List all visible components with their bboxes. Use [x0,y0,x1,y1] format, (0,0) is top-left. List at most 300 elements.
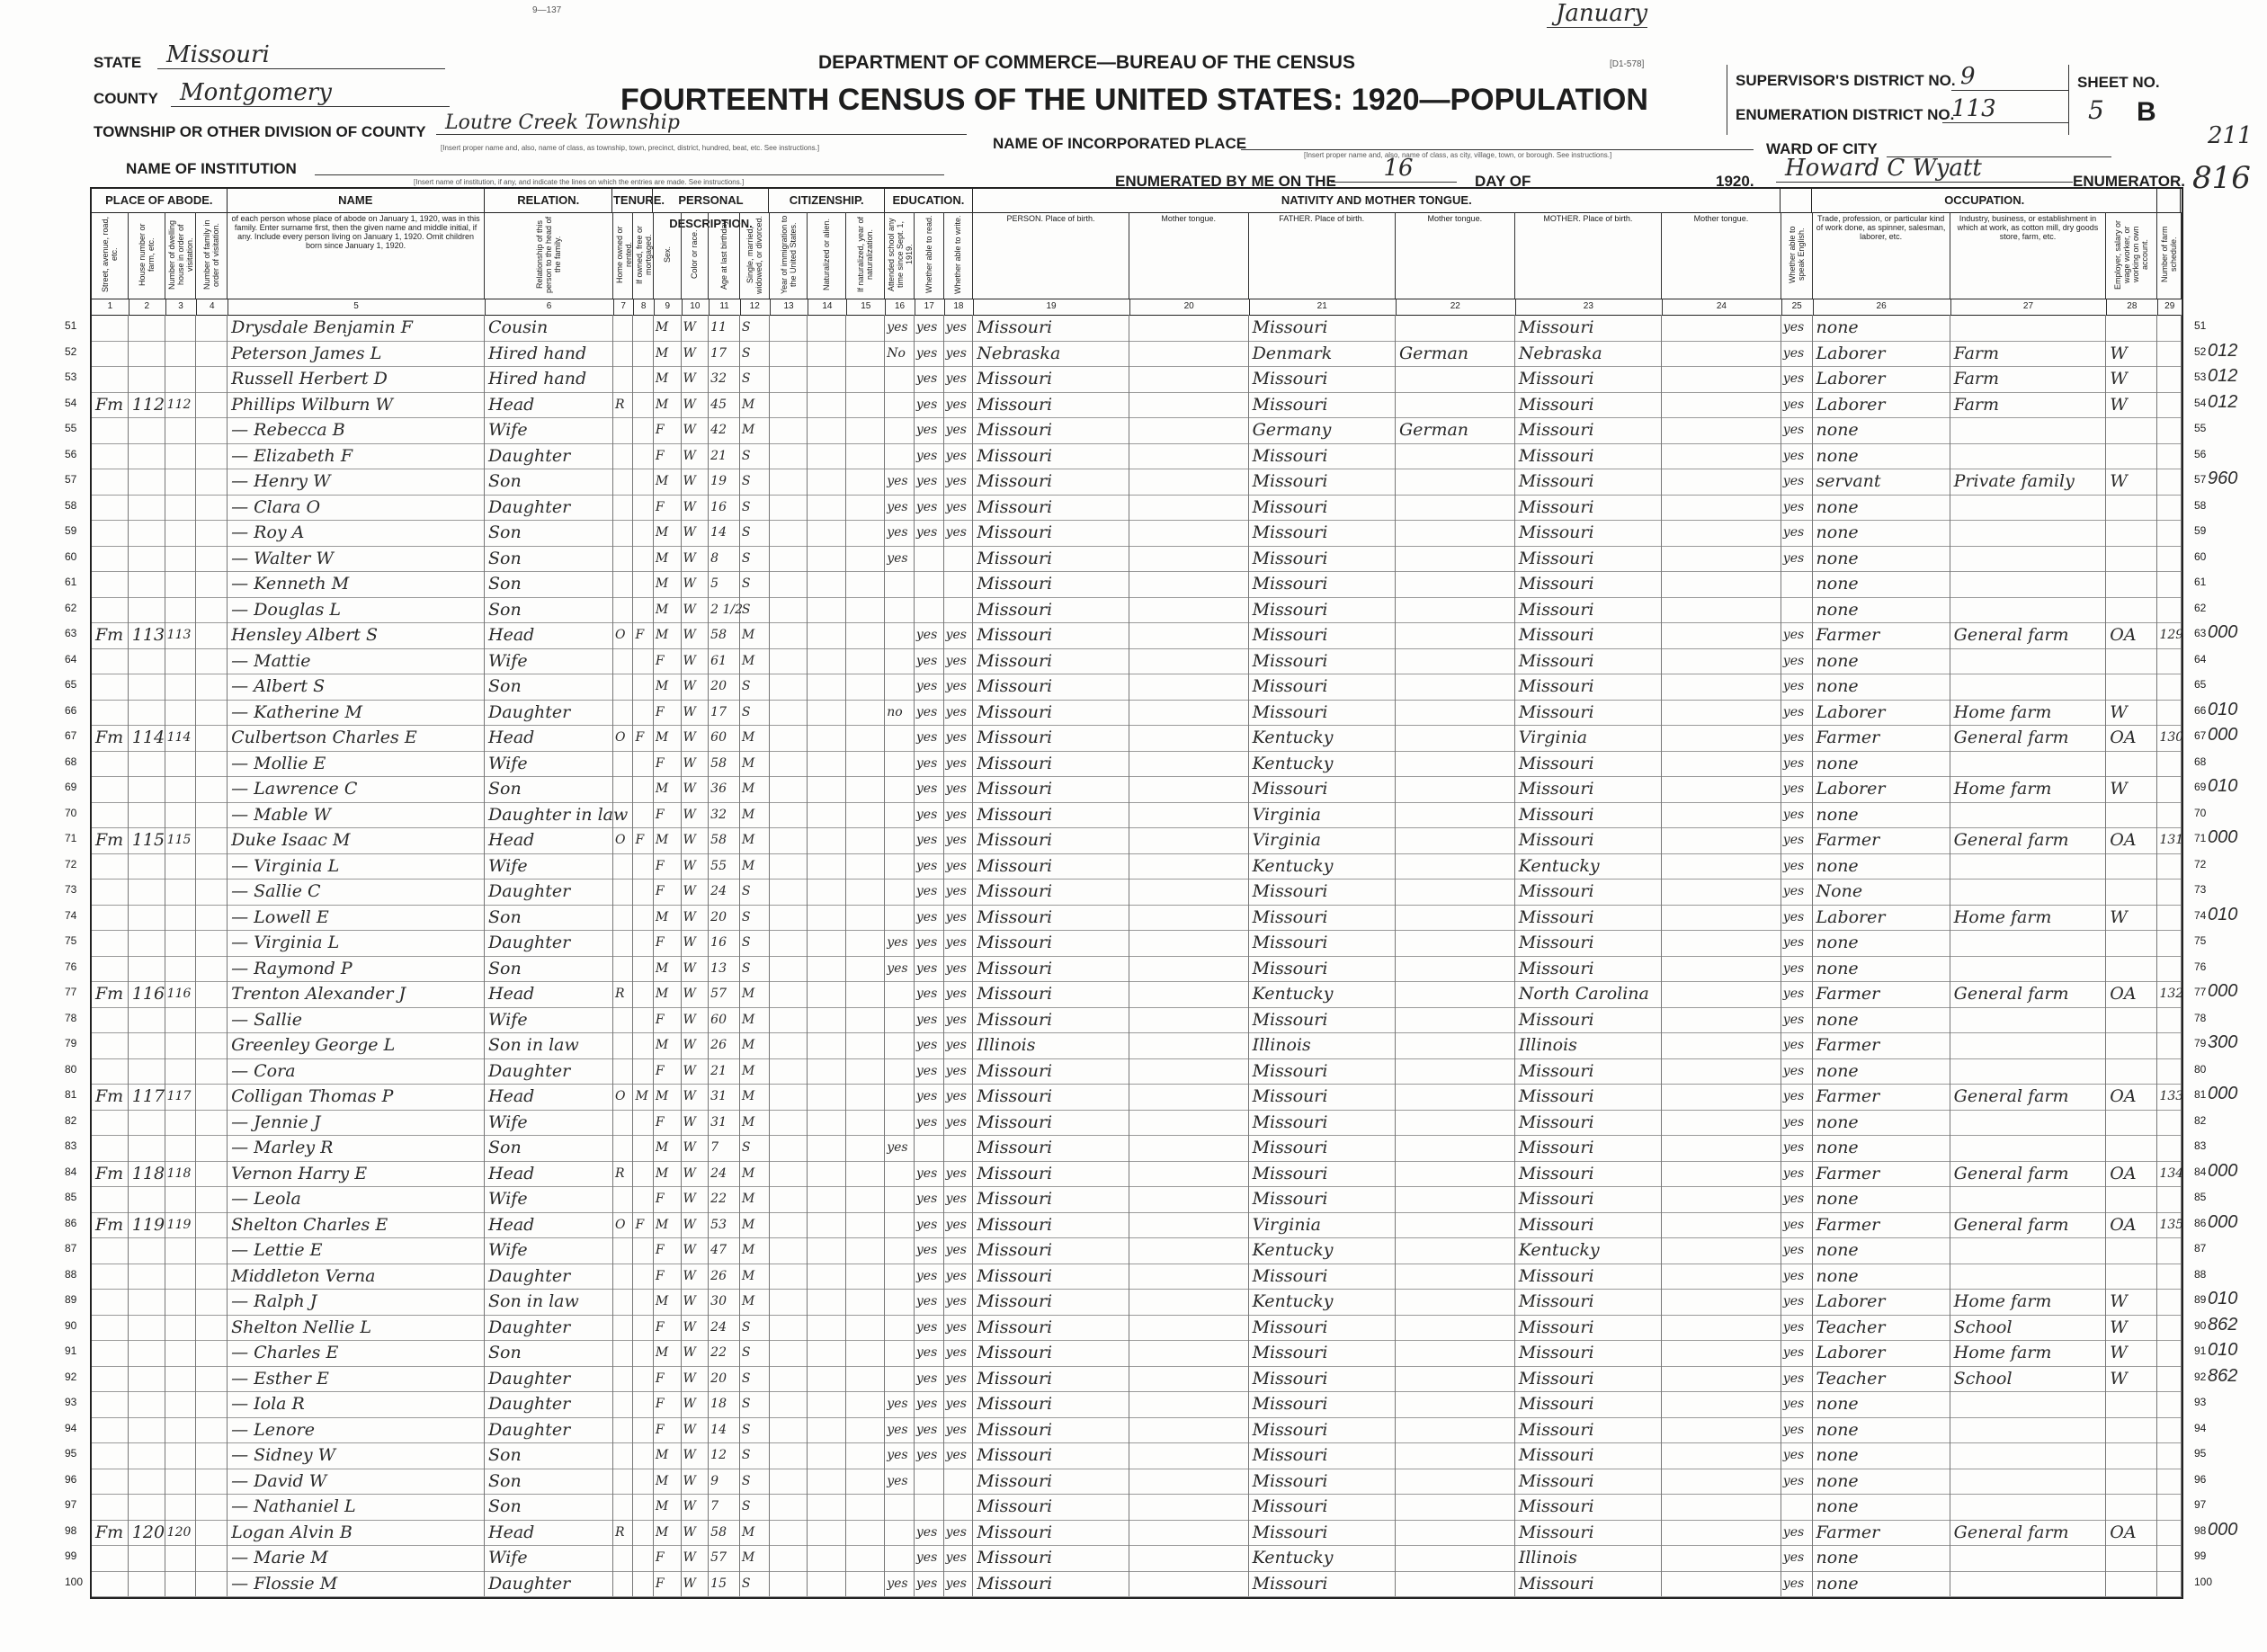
cell-rd[interactable]: yes [915,495,944,521]
cell-fmt[interactable] [1396,495,1515,521]
cell-farm[interactable] [2157,648,2182,674]
cell-mmt[interactable] [1662,469,1781,495]
cell-eng[interactable] [1781,571,1813,597]
cell-mmt[interactable] [1662,751,1781,777]
cell-rel[interactable]: Head [485,725,613,751]
cell-ms[interactable]: M [740,1058,770,1085]
cell-name[interactable]: — Marley R [228,1135,485,1161]
cell-c15[interactable] [846,1442,885,1469]
cell-c7[interactable] [613,597,633,623]
cell-rd[interactable]: yes [915,443,944,469]
cell-race[interactable]: W [682,879,710,905]
cell-c4[interactable] [196,1571,228,1597]
cell-farm[interactable] [2157,1340,2182,1366]
cell-ind[interactable] [1950,1135,2107,1161]
cell-c4[interactable] [196,1084,228,1110]
cell-c1[interactable]: Fm [92,1161,129,1187]
cell-c3[interactable]: 120 [165,1520,197,1546]
cell-farm[interactable] [2157,776,2182,802]
cell-race[interactable]: W [682,1161,710,1187]
cell-c4[interactable] [196,1186,228,1212]
cell-sex[interactable]: F [654,802,682,828]
cell-c8[interactable]: F [633,1212,653,1238]
cell-age[interactable]: 24 [709,879,740,905]
cell-sex[interactable]: M [654,1340,682,1366]
cell-rel[interactable]: Son [485,776,613,802]
cell-fpob[interactable]: Kentucky [1249,751,1396,777]
cell-sex[interactable]: M [654,1442,682,1469]
cell-age[interactable]: 15 [709,1571,740,1597]
cell-sch[interactable] [885,905,915,931]
cell-eng[interactable]: yes [1781,1212,1813,1238]
cell-c2[interactable] [129,1110,165,1136]
cell-emp[interactable] [2106,648,2157,674]
cell-mt[interactable] [1129,1315,1249,1341]
cell-fpob[interactable]: Missouri [1249,571,1396,597]
cell-ind[interactable] [1950,956,2107,982]
cell-wr[interactable]: yes [944,366,974,392]
cell-pob[interactable]: Missouri [973,315,1129,341]
cell-mmt[interactable] [1662,1391,1781,1417]
cell-ind[interactable] [1950,802,2107,828]
cell-occ[interactable]: none [1813,1237,1950,1264]
cell-pob[interactable]: Missouri [973,546,1129,572]
cell-c15[interactable] [846,495,885,521]
cell-farm[interactable] [2157,1417,2182,1443]
cell-ind[interactable]: General farm [1950,1520,2107,1546]
cell-occ[interactable]: none [1813,443,1950,469]
cell-c7[interactable] [613,546,633,572]
cell-race[interactable]: W [682,1135,710,1161]
cell-fpob[interactable]: Missouri [1249,392,1396,418]
cell-rel[interactable]: Daughter [485,700,613,726]
cell-name[interactable]: — Mollie E [228,751,485,777]
cell-occ[interactable]: Farmer [1813,1032,1950,1058]
cell-mpob[interactable]: Missouri [1515,495,1662,521]
cell-rel[interactable]: Son [485,956,613,982]
cell-mt[interactable] [1129,1161,1249,1187]
cell-emp[interactable]: W [2106,1340,2157,1366]
cell-name[interactable]: Peterson James L [228,341,485,367]
cell-c7[interactable]: O [613,725,633,751]
cell-occ[interactable]: none [1813,1545,1950,1571]
cell-ms[interactable]: S [740,956,770,982]
cell-fmt[interactable] [1396,879,1515,905]
cell-mt[interactable] [1129,1289,1249,1315]
cell-name[interactable]: — Roy A [228,520,485,546]
cell-mmt[interactable] [1662,1032,1781,1058]
cell-farm[interactable] [2157,956,2182,982]
cell-mpob[interactable]: Missouri [1515,1007,1662,1033]
cell-mmt[interactable] [1662,1545,1781,1571]
cell-name[interactable]: — Lenore [228,1417,485,1443]
cell-c4[interactable] [196,546,228,572]
cell-race[interactable]: W [682,1007,710,1033]
cell-c8[interactable] [633,597,653,623]
cell-c15[interactable] [846,1289,885,1315]
cell-c4[interactable] [196,1417,228,1443]
cell-c7[interactable] [613,1058,633,1085]
cell-mmt[interactable] [1662,1417,1781,1443]
cell-rel[interactable]: Son in law [485,1289,613,1315]
cell-c3[interactable] [165,1289,197,1315]
cell-age[interactable]: 57 [709,981,740,1007]
cell-wr[interactable]: yes [944,1186,974,1212]
cell-c7[interactable]: O [613,827,633,853]
cell-sch[interactable]: yes [885,1391,915,1417]
cell-pob[interactable]: Missouri [973,1340,1129,1366]
cell-fmt[interactable] [1396,930,1515,956]
cell-emp[interactable]: W [2106,1366,2157,1392]
cell-rd[interactable]: yes [915,1289,944,1315]
cell-c14[interactable] [808,725,846,751]
cell-c8[interactable] [633,1571,653,1597]
cell-c15[interactable] [846,1058,885,1085]
cell-c7[interactable] [613,1289,633,1315]
cell-pob[interactable]: Missouri [973,1264,1129,1290]
cell-c14[interactable] [808,956,846,982]
cell-c14[interactable] [808,571,846,597]
cell-wr[interactable]: yes [944,700,974,726]
cell-occ[interactable]: none [1813,1417,1950,1443]
cell-c1[interactable] [92,469,129,495]
cell-ms[interactable]: M [740,392,770,418]
cell-fpob[interactable]: Missouri [1249,1571,1396,1597]
cell-sex[interactable]: F [654,879,682,905]
cell-mmt[interactable] [1662,1494,1781,1520]
cell-ms[interactable]: S [740,315,770,341]
cell-c4[interactable] [196,1469,228,1495]
cell-age[interactable]: 31 [709,1084,740,1110]
cell-wr[interactable]: yes [944,956,974,982]
cell-c2[interactable] [129,1058,165,1085]
cell-race[interactable]: W [682,1315,710,1341]
cell-sch[interactable] [885,1032,915,1058]
cell-wr[interactable]: yes [944,1007,974,1033]
cell-wr[interactable]: yes [944,392,974,418]
cell-sch[interactable]: yes [885,1417,915,1443]
cell-name[interactable]: Russell Herbert D [228,366,485,392]
cell-rd[interactable]: yes [915,1084,944,1110]
cell-c2[interactable] [129,1186,165,1212]
cell-c7[interactable]: O [613,1212,633,1238]
cell-c1[interactable] [92,905,129,931]
cell-farm[interactable] [2157,495,2182,521]
cell-wr[interactable]: yes [944,648,974,674]
cell-rd[interactable]: yes [915,1237,944,1264]
cell-rd[interactable]: yes [915,1417,944,1443]
cell-sch[interactable] [885,776,915,802]
cell-c3[interactable] [165,1110,197,1136]
cell-emp[interactable] [2106,1494,2157,1520]
cell-wr[interactable]: yes [944,930,974,956]
cell-c3[interactable] [165,648,197,674]
cell-fpob[interactable]: Missouri [1249,622,1396,648]
cell-fpob[interactable]: Missouri [1249,1264,1396,1290]
cell-c3[interactable] [165,1417,197,1443]
cell-c8[interactable] [633,700,653,726]
cell-c8[interactable] [633,1186,653,1212]
cell-mt[interactable] [1129,520,1249,546]
cell-emp[interactable] [2106,571,2157,597]
cell-c14[interactable] [808,341,846,367]
cell-c1[interactable]: Fm [92,827,129,853]
cell-mpob[interactable]: Missouri [1515,751,1662,777]
cell-c4[interactable] [196,751,228,777]
cell-pob[interactable]: Missouri [973,1417,1129,1443]
cell-rel[interactable]: Head [485,827,613,853]
cell-name[interactable]: — Walter W [228,546,485,572]
cell-fmt[interactable] [1396,1289,1515,1315]
cell-occ[interactable]: Laborer [1813,700,1950,726]
cell-c15[interactable] [846,1520,885,1546]
cell-c1[interactable] [92,1058,129,1085]
cell-ms[interactable]: M [740,802,770,828]
cell-eng[interactable]: yes [1781,1007,1813,1033]
cell-emp[interactable] [2106,1571,2157,1597]
cell-rel[interactable]: Son [485,520,613,546]
cell-sex[interactable]: M [654,1494,682,1520]
cell-c14[interactable] [808,1264,846,1290]
cell-age[interactable]: 61 [709,648,740,674]
cell-c8[interactable] [633,930,653,956]
cell-c13[interactable] [770,597,808,623]
cell-c13[interactable] [770,827,808,853]
cell-sex[interactable]: M [654,597,682,623]
cell-c3[interactable] [165,1135,197,1161]
cell-c15[interactable] [846,392,885,418]
cell-eng[interactable]: yes [1781,802,1813,828]
cell-eng[interactable]: yes [1781,1366,1813,1392]
cell-eng[interactable]: yes [1781,1135,1813,1161]
cell-eng[interactable]: yes [1781,1237,1813,1264]
cell-mpob[interactable]: Illinois [1515,1032,1662,1058]
cell-c4[interactable] [196,392,228,418]
cell-sch[interactable] [885,443,915,469]
cell-eng[interactable]: yes [1781,469,1813,495]
cell-eng[interactable]: yes [1781,905,1813,931]
cell-age[interactable]: 7 [709,1494,740,1520]
cell-mpob[interactable]: Missouri [1515,827,1662,853]
cell-c14[interactable] [808,1340,846,1366]
cell-mpob[interactable]: Missouri [1515,597,1662,623]
cell-farm[interactable] [2157,853,2182,880]
cell-rel[interactable]: Son in law [485,1032,613,1058]
cell-fmt[interactable] [1396,1315,1515,1341]
cell-c15[interactable] [846,1417,885,1443]
cell-ind[interactable] [1950,1417,2107,1443]
cell-emp[interactable]: W [2106,905,2157,931]
cell-c13[interactable] [770,1545,808,1571]
cell-sch[interactable]: yes [885,495,915,521]
cell-ms[interactable]: M [740,1212,770,1238]
cell-age[interactable]: 2 1/2 [709,597,740,623]
cell-rd[interactable] [915,1469,944,1495]
cell-sex[interactable]: F [654,1571,682,1597]
cell-emp[interactable]: W [2106,776,2157,802]
cell-age[interactable]: 17 [709,700,740,726]
cell-emp[interactable] [2106,930,2157,956]
cell-wr[interactable]: yes [944,1289,974,1315]
cell-c13[interactable] [770,1340,808,1366]
cell-c2[interactable] [129,1391,165,1417]
cell-age[interactable]: 20 [709,674,740,700]
cell-pob[interactable]: Missouri [973,1494,1129,1520]
cell-fpob[interactable]: Missouri [1249,1186,1396,1212]
cell-rel[interactable]: Wife [485,1237,613,1264]
cell-eng[interactable]: yes [1781,1161,1813,1187]
cell-name[interactable]: — Albert S [228,674,485,700]
cell-name[interactable]: — Ralph J [228,1289,485,1315]
cell-c2[interactable]: 120 [129,1520,165,1546]
cell-c2[interactable] [129,495,165,521]
cell-ms[interactable]: S [740,879,770,905]
cell-emp[interactable] [2106,597,2157,623]
cell-fmt[interactable] [1396,1161,1515,1187]
cell-ind[interactable] [1950,443,2107,469]
cell-fmt[interactable] [1396,827,1515,853]
cell-mmt[interactable] [1662,1237,1781,1264]
cell-name[interactable]: — Virginia L [228,930,485,956]
cell-farm[interactable] [2157,392,2182,418]
cell-name[interactable]: Shelton Charles E [228,1212,485,1238]
cell-fpob[interactable]: Missouri [1249,546,1396,572]
cell-mt[interactable] [1129,1545,1249,1571]
cell-occ[interactable]: Farmer [1813,622,1950,648]
cell-sch[interactable]: yes [885,1442,915,1469]
cell-c2[interactable] [129,546,165,572]
cell-fmt[interactable] [1396,1520,1515,1546]
cell-c13[interactable] [770,1417,808,1443]
cell-c7[interactable] [613,853,633,880]
cell-c14[interactable] [808,1110,846,1136]
cell-ms[interactable]: M [740,981,770,1007]
cell-rel[interactable]: Son [485,1340,613,1366]
cell-c14[interactable] [808,597,846,623]
cell-rd[interactable]: yes [915,315,944,341]
cell-name[interactable]: Duke Isaac M [228,827,485,853]
cell-c7[interactable] [613,1032,633,1058]
cell-sch[interactable] [885,725,915,751]
cell-wr[interactable]: yes [944,1545,974,1571]
cell-c13[interactable] [770,725,808,751]
cell-c2[interactable] [129,1007,165,1033]
cell-mt[interactable] [1129,366,1249,392]
cell-mt[interactable] [1129,392,1249,418]
cell-rel[interactable]: Head [485,1084,613,1110]
cell-age[interactable]: 12 [709,1442,740,1469]
cell-c15[interactable] [846,905,885,931]
cell-c14[interactable] [808,905,846,931]
cell-sex[interactable]: F [654,930,682,956]
cell-farm[interactable]: 129 [2157,622,2182,648]
cell-mmt[interactable] [1662,571,1781,597]
cell-pob[interactable]: Missouri [973,905,1129,931]
cell-emp[interactable] [2106,1264,2157,1290]
cell-occ[interactable]: Teacher [1813,1366,1950,1392]
cell-c15[interactable] [846,1391,885,1417]
cell-farm[interactable] [2157,1032,2182,1058]
cell-c15[interactable] [846,1571,885,1597]
cell-c14[interactable] [808,930,846,956]
cell-sex[interactable]: M [654,1032,682,1058]
cell-wr[interactable] [944,597,974,623]
cell-sch[interactable] [885,622,915,648]
cell-c7[interactable] [613,751,633,777]
cell-sch[interactable] [885,366,915,392]
cell-fpob[interactable]: Missouri [1249,700,1396,726]
cell-pob[interactable]: Nebraska [973,341,1129,367]
cell-c4[interactable] [196,956,228,982]
cell-c4[interactable] [196,366,228,392]
cell-c3[interactable] [165,469,197,495]
cell-c15[interactable] [846,1032,885,1058]
cell-mpob[interactable]: Missouri [1515,1135,1662,1161]
cell-wr[interactable]: yes [944,827,974,853]
cell-wr[interactable]: yes [944,674,974,700]
cell-fmt[interactable] [1396,597,1515,623]
cell-emp[interactable] [2106,879,2157,905]
cell-sex[interactable]: M [654,956,682,982]
cell-mpob[interactable]: Virginia [1515,725,1662,751]
cell-pob[interactable]: Missouri [973,366,1129,392]
cell-c2[interactable] [129,700,165,726]
cell-c13[interactable] [770,1469,808,1495]
cell-mpob[interactable]: Kentucky [1515,853,1662,880]
cell-emp[interactable] [2106,1417,2157,1443]
cell-sch[interactable]: yes [885,1135,915,1161]
cell-mpob[interactable]: Missouri [1515,1212,1662,1238]
cell-farm[interactable] [2157,1186,2182,1212]
cell-rd[interactable]: yes [915,1545,944,1571]
cell-sex[interactable]: M [654,1289,682,1315]
cell-occ[interactable]: none [1813,648,1950,674]
cell-name[interactable]: Culbertson Charles E [228,725,485,751]
cell-c13[interactable] [770,469,808,495]
cell-rel[interactable]: Head [485,622,613,648]
cell-ms[interactable]: M [740,751,770,777]
cell-c8[interactable] [633,1289,653,1315]
cell-eng[interactable]: yes [1781,1032,1813,1058]
cell-age[interactable]: 19 [709,469,740,495]
cell-rd[interactable]: yes [915,827,944,853]
cell-c4[interactable] [196,417,228,443]
cell-wr[interactable]: yes [944,1366,974,1392]
cell-c3[interactable] [165,1494,197,1520]
cell-c4[interactable] [196,495,228,521]
cell-ms[interactable]: M [740,1084,770,1110]
cell-c14[interactable] [808,495,846,521]
cell-race[interactable]: W [682,443,710,469]
cell-race[interactable]: W [682,1520,710,1546]
cell-c1[interactable] [92,571,129,597]
cell-farm[interactable] [2157,1264,2182,1290]
cell-rd[interactable]: yes [915,1212,944,1238]
cell-farm[interactable] [2157,597,2182,623]
cell-rel[interactable]: Son [485,674,613,700]
cell-ind[interactable] [1950,315,2107,341]
cell-mt[interactable] [1129,1058,1249,1085]
cell-wr[interactable]: yes [944,520,974,546]
cell-emp[interactable]: OA [2106,1084,2157,1110]
cell-occ[interactable]: none [1813,802,1950,828]
cell-c15[interactable] [846,827,885,853]
cell-c13[interactable] [770,1032,808,1058]
cell-sch[interactable]: no [885,700,915,726]
cell-c4[interactable] [196,853,228,880]
cell-pob[interactable]: Missouri [973,571,1129,597]
cell-c7[interactable] [613,1007,633,1033]
